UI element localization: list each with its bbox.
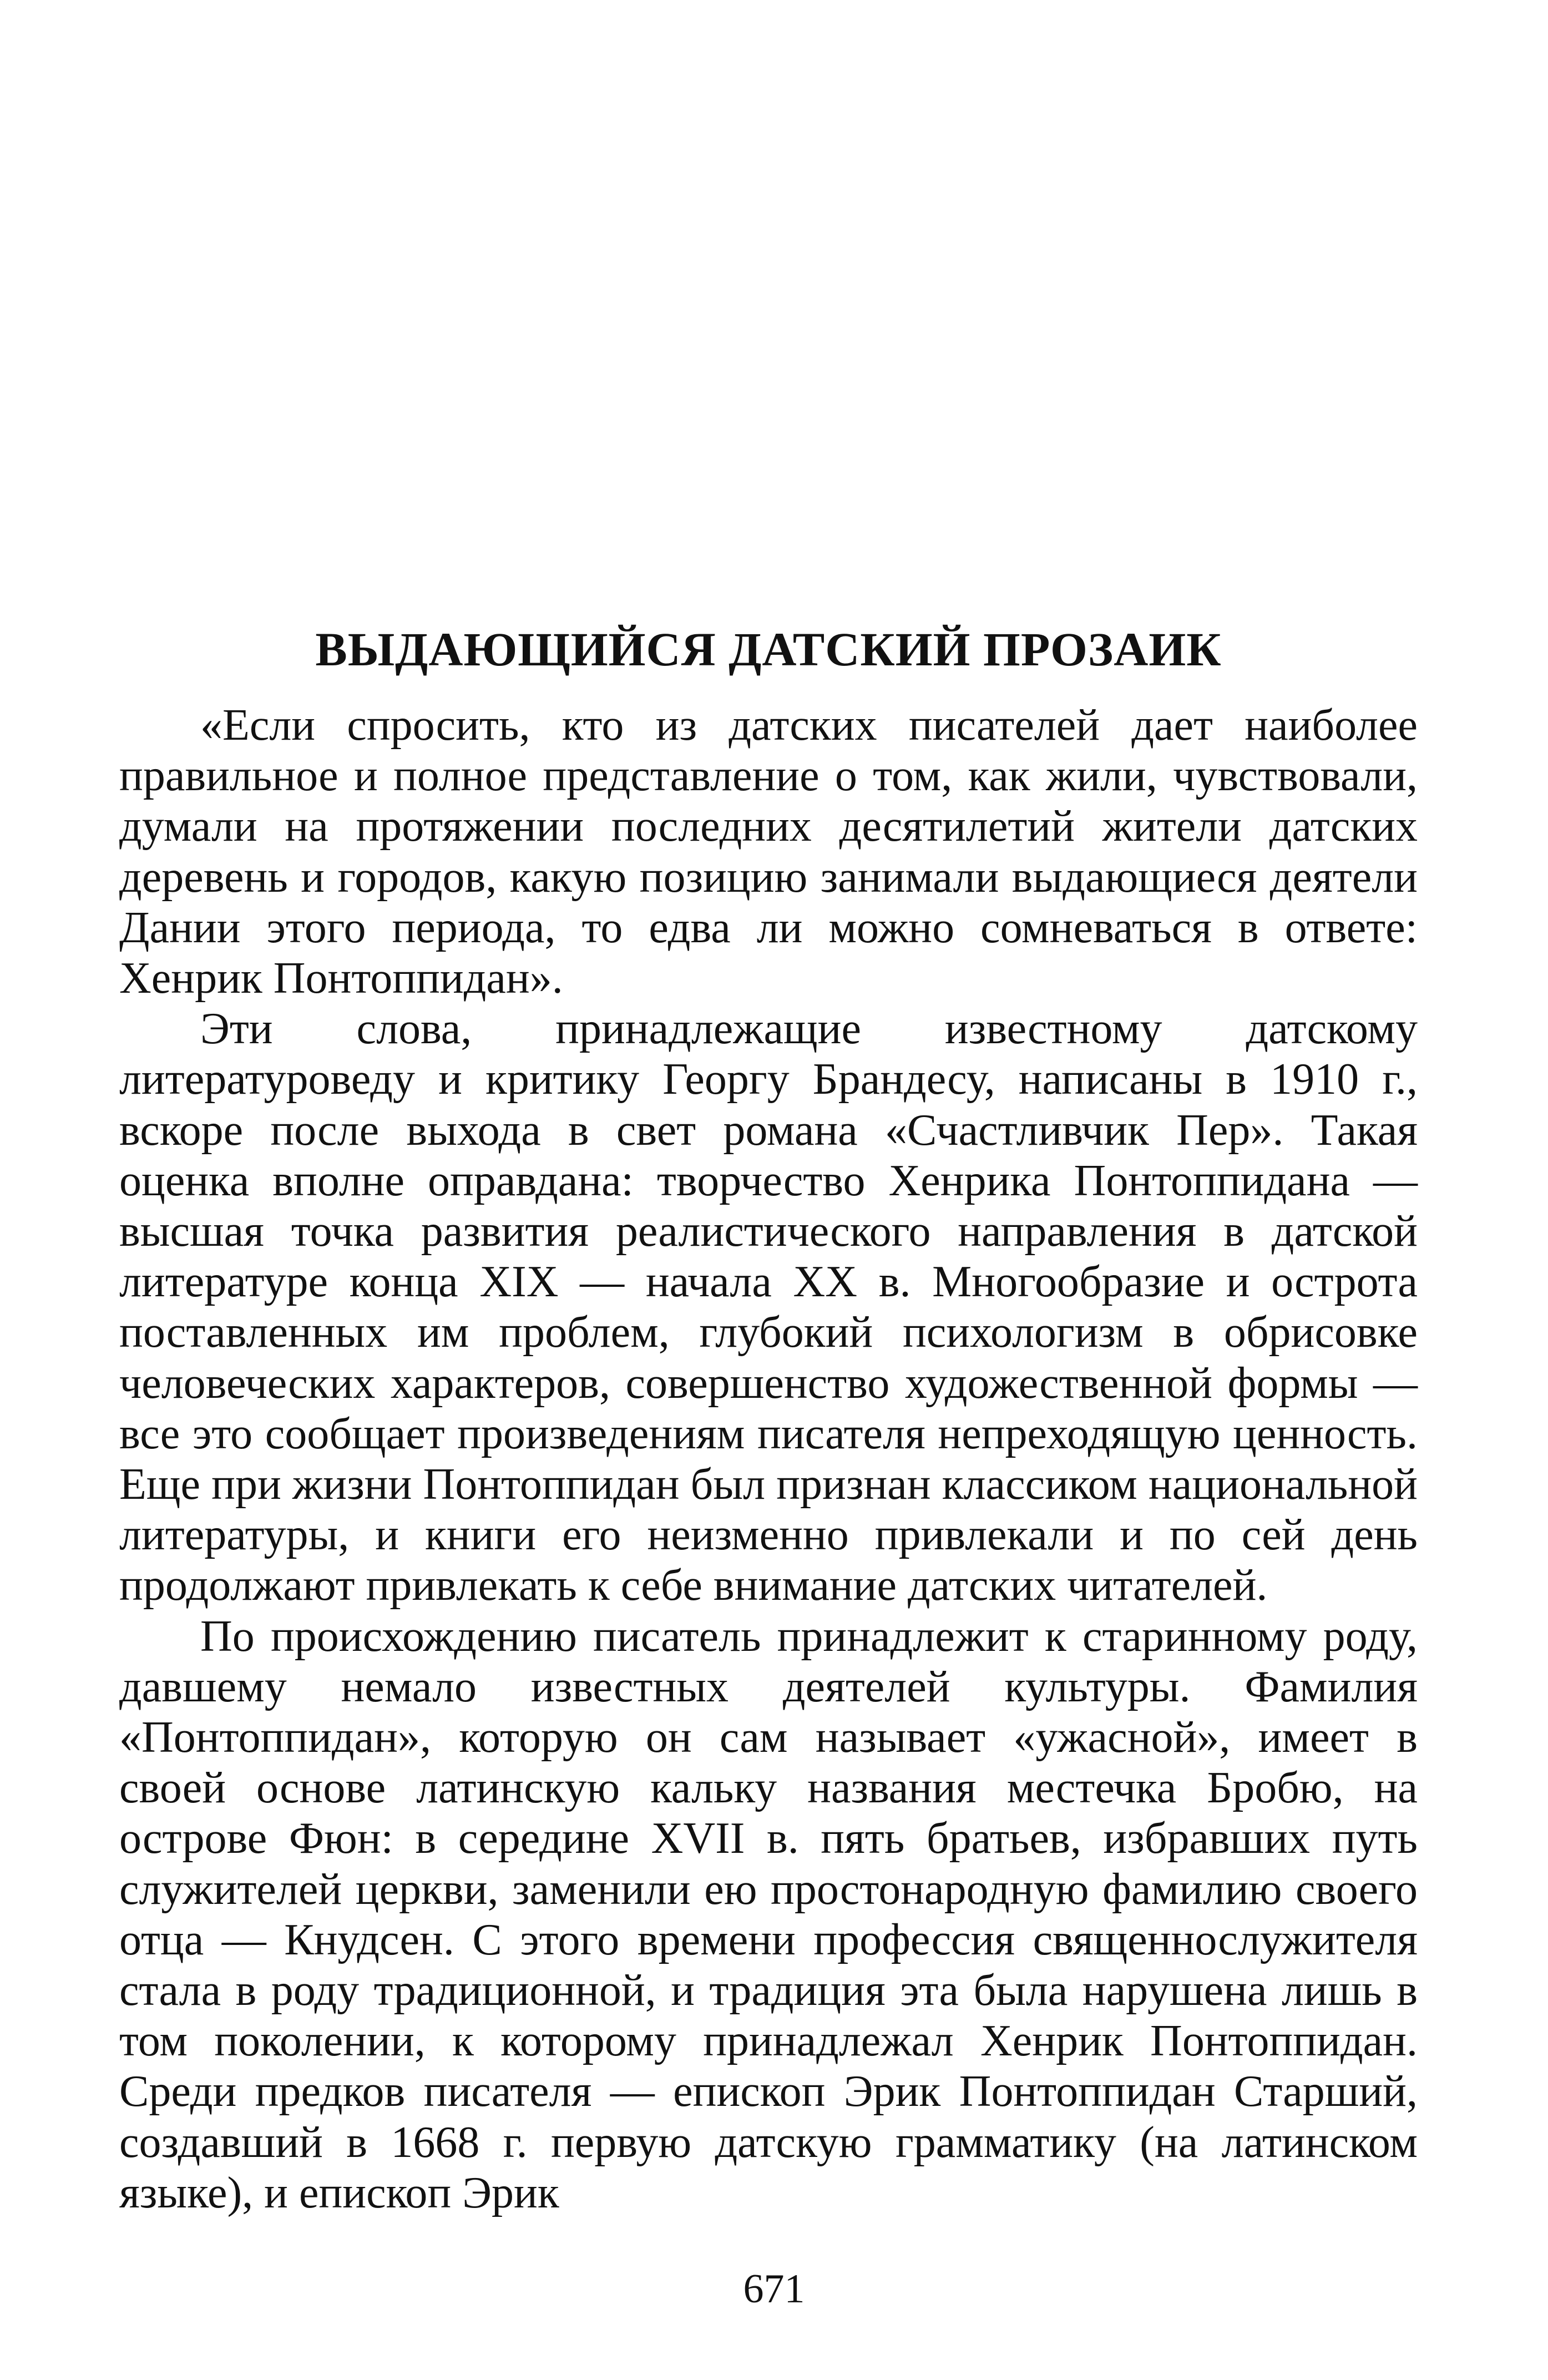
paragraph-2: Эти слова, принадлежащие известному датскому литературоведу и критику Георгу Брандесу, написаны в 1910 г., вскоре после выхода в свет романа «Счастливчик Пер». Такая оценка вполне оправдана: творчество Хенрика Понтоппидана — высшая точка развития реалистического направления в датской литературе конца XIX — начала XX в. Многообразие и острота поставленных им проблем, глубокий психологизм в обрисовке человеческих характеров, совершенство художественной формы — все это сообщает произведениям писателя непреходящую ценность. Еще при жизни Понтоппидан был признан классиком национальной литературы, и книги его неизменно привлекали и по сей день продолжают привлекать к себе внимание датских читателей.	[119, 1004, 1418, 1610]
page-number: 671	[743, 2266, 805, 2312]
paragraph-1: «Если спросить, кто из датских писателей дает наиболее правильное и полное представление о том, как жили, чувствовали, думали на протяжении последних десятилетий жители датских деревень и городов, какую позицию занимали выдающиеся деятели Дании этого периода, то едва ли можно сомневаться в ответе: Хенрик Понтоппидан».	[119, 701, 1418, 1003]
paragraph-3: По происхождению писатель принадлежит к старинному роду, давшему немало известных деятелей культуры. Фамилия «Понтоппидан», которую он сам называет «ужасной», имеет в своей основе латинскую кальку названия местечка Бробю, на острове Фюн: в середине XVII в. пять братьев, избравших путь служителей церкви, заменили ею простонародную фамилию своего отца — Кнудсен. С этого времени профессия священнослужителя стала в роду традиционной, и традиция эта была нарушена лишь в том поколении, к которому принадлежал Хенрик Понтоппидан. Среди предков писателя — епископ Эрик Понтоппидан Старший, создавший в 1668 г. первую датскую грамматику (на латинском языке), и епископ Эрик	[119, 1611, 1418, 2217]
chapter-title: ВЫДАЮЩИЙСЯ ДАТСКИЙ ПРОЗАИК	[315, 623, 1222, 676]
body-text	[119, 700, 1418, 2219]
